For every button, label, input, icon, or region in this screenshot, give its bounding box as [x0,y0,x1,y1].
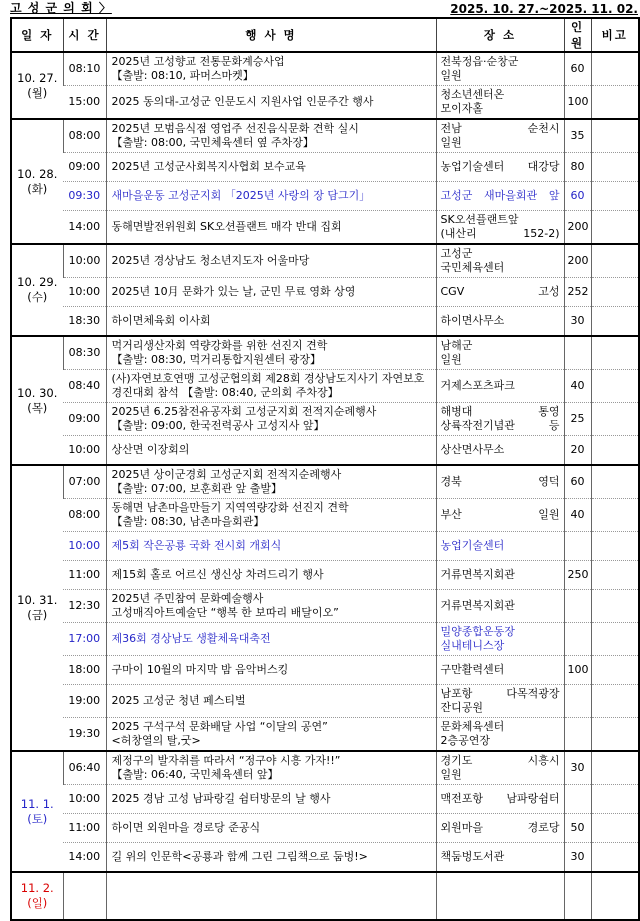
place-cell [436,182,564,211]
time-cell: 14:00 [63,843,106,873]
count-cell [564,623,591,656]
place-cell [436,785,564,814]
date-label: 10. 31. [17,593,58,607]
schedule-row [11,436,639,466]
date-cell [11,52,63,119]
event-line: 2025년 6.25참전유공자회 고성군지회 전적지순례행사 [111,405,377,418]
count-cell: 252 [564,278,591,307]
event-cell [106,403,436,436]
schedule-row [11,52,639,86]
event-cell [106,623,436,656]
note-cell [591,307,639,337]
time-cell: 07:00 [63,465,106,499]
place-line: 맥전포항 남파랑쉼터 [440,792,560,805]
time-cell: 12:30 [63,590,106,623]
place-line: 남해군 [440,339,473,352]
schedule-row [11,561,639,590]
event-line: 2025 구석구석 문화배달 사업 “이달의 공연” [111,720,328,733]
event-cell [106,307,436,337]
event-line: 제정구의 발자취를 따라서 “정구야 시흥 가자!!” [111,754,341,767]
note-cell [591,52,639,86]
place-line: 하이면사무소 [440,314,505,327]
event-line: 【출발: 07:00, 보훈회관 앞 출발】 [111,482,283,495]
count-cell: 80 [564,153,591,182]
count-cell: 60 [564,465,591,499]
event-cell [106,685,436,718]
event-line: 【출발: 08:30, 남촌마을회관】 [111,515,265,528]
place-line: 경기도 시흥시 [440,754,560,767]
header-event: 행 사 명 [106,18,436,52]
note-cell [591,370,639,403]
place-cell [436,244,564,278]
date-cell [11,244,63,336]
place-cell [436,843,564,873]
count-cell [564,872,591,920]
place-line: 잔디공원 [440,701,484,714]
note-cell [591,499,639,532]
place-line: 청소년센터온 [440,88,505,101]
schedule-row [11,211,639,245]
event-cell [106,656,436,685]
event-cell [106,153,436,182]
event-cell [106,465,436,499]
event-line: 【출발: 06:40, 국민체육센터 앞】 [111,768,279,781]
count-cell: 60 [564,182,591,211]
event-line: 동해면발전위원회 SK오션플랜트 매각 반대 집회 [111,220,342,233]
event-line: (사)자연보호연맹 고성군협의회 제28회 경상남도지사기 자연보호 경진대회 참석 【출발: 08:40, 군의회 주차장】 [111,372,425,399]
schedule-row [11,751,639,785]
count-cell: 20 [564,436,591,466]
time-cell: 11:00 [63,561,106,590]
note-cell [591,278,639,307]
place-line: SK오션플랜트앞 [440,213,519,226]
event-cell [106,436,436,466]
event-cell [106,182,436,211]
time-cell: 10:00 [63,278,106,307]
event-cell [106,52,436,86]
event-line: 길 위의 인문학<공룡과 함께 그린 그림책으로 둠벙!> [111,850,368,863]
time-cell: 09:30 [63,182,106,211]
header-time: 시 간 [63,18,106,52]
time-cell: 19:00 [63,685,106,718]
count-cell: 40 [564,370,591,403]
place-line: 일원 [440,136,462,149]
place-line: 밀양종합운동장 [440,625,515,638]
note-cell [591,244,639,278]
schedule-table [10,17,640,921]
schedule-row [11,244,639,278]
place-line: 상산면사무소 [440,443,505,456]
event-cell [106,785,436,814]
schedule-row [11,872,639,920]
schedule-row [11,86,639,120]
event-line: 구마이 10월의 마지막 밤 음악버스킹 [111,663,289,676]
place-cell [436,718,564,752]
count-cell: 200 [564,211,591,245]
note-cell [591,751,639,785]
event-cell [106,872,436,920]
place-line: (내산리 152-2) [440,227,560,240]
time-cell: 08:40 [63,370,106,403]
table-header [11,18,639,52]
note-cell [591,436,639,466]
event-cell [106,590,436,623]
date-label: 11. 2. [20,881,54,895]
place-cell [436,465,564,499]
council-title: 고 성 군 의 회 〉 [10,1,112,15]
schedule-row [11,814,639,843]
count-cell: 200 [564,244,591,278]
date-cell [11,119,63,244]
date-label: 11. 1. [20,796,54,811]
note-cell [591,623,639,656]
event-line: 2025 고성군 청년 페스티벌 [111,694,246,707]
place-line: 일원 [440,69,462,82]
count-cell [564,532,591,561]
count-cell: 250 [564,561,591,590]
note-cell [591,561,639,590]
event-line: 【출발: 08:10, 파머스마켓】 [111,69,254,82]
time-cell: 10:00 [63,244,106,278]
header-count: 인원 [564,18,591,52]
note-cell [591,465,639,499]
header-note: 비고 [591,18,639,52]
event-line: 2025년 모범음식점 영업주 선진음식문화 견학 실시 [111,122,359,135]
place-line: 국민체육센터 [440,261,505,274]
place-line: 상륙작전기념관 등 [440,419,560,432]
place-cell [436,590,564,623]
event-line: 2025년 상이군경회 고성군지회 전적지순례행사 [111,468,342,481]
weekday-label: (수) [27,290,48,304]
count-cell: 30 [564,751,591,785]
time-cell: 17:00 [63,623,106,656]
event-cell [106,119,436,153]
note-cell [591,403,639,436]
event-line: 【출발: 08:30, 먹거리통합지원센터 광장】 [111,353,322,366]
place-cell [436,336,564,370]
count-cell [564,685,591,718]
document-header [10,2,638,16]
header-place: 장 소 [436,18,564,52]
weekday-label: (목) [27,400,48,415]
schedule-row [11,590,639,623]
time-cell: 18:00 [63,656,106,685]
event-line: 2025 동의대-고성군 인문도시 지원사업 인문주간 행사 [111,95,374,108]
place-cell [436,751,564,785]
weekday-label: (화) [27,181,48,196]
schedule-row [11,718,639,752]
note-cell [591,814,639,843]
count-cell: 100 [564,86,591,120]
event-line: 고성매직아트예술단 “행복 한 보따리 배달이오” [111,606,339,619]
date-cell [11,465,63,751]
event-line: 하이면체육회 이사회 [111,314,211,327]
schedule-row [11,685,639,718]
place-line: 전북정읍·순창군 [440,55,519,68]
schedule-row [11,370,639,403]
count-cell: 50 [564,814,591,843]
event-line: <허창열의 탈,굿> [111,734,201,747]
time-cell: 10:00 [63,785,106,814]
place-cell [436,656,564,685]
place-cell [436,436,564,466]
place-line: 모이자홀 [440,102,484,115]
time-cell: 09:00 [63,403,106,436]
place-cell [436,499,564,532]
count-cell: 25 [564,403,591,436]
event-line: 새마을운동 고성군지회 「2025년 사랑의 장 담그기」 [111,189,371,202]
place-line: 일원 [440,353,462,366]
schedule-row [11,785,639,814]
time-cell: 19:30 [63,718,106,752]
place-cell [436,153,564,182]
event-cell [106,211,436,245]
place-line: 거류면복지회관 [440,568,515,581]
note-cell [591,532,639,561]
schedule-row [11,532,639,561]
place-line: 문화체육센터 [440,720,505,733]
place-line: 외원마을 경로당 [440,821,560,834]
place-line: 부산 일원 [440,508,560,521]
note-cell [591,685,639,718]
place-line: 구만활력센터 [440,663,505,676]
time-cell: 15:00 [63,86,106,120]
schedule-row [11,153,639,182]
place-line: 전남 순천시 [440,122,560,135]
date-label: 10. 27. [17,70,58,85]
place-cell [436,685,564,718]
event-cell [106,751,436,785]
count-cell: 40 [564,499,591,532]
time-cell: 06:40 [63,751,106,785]
place-cell [436,532,564,561]
time-cell: 11:00 [63,814,106,843]
place-line: 농업기술센터 [440,539,505,552]
place-cell [436,872,564,920]
event-cell [106,244,436,278]
event-line: 2025년 경상남도 청소년지도자 어울마당 [111,254,310,267]
schedule-row [11,278,639,307]
event-line: 제15회 홀로 어르신 생신상 차려드리기 행사 [111,568,324,581]
count-cell [564,590,591,623]
event-cell [106,278,436,307]
event-line: 동해면 남촌마을만들기 지역역량강화 선진지 견학 [111,501,349,514]
place-cell [436,814,564,843]
note-cell [591,182,639,211]
note-cell [591,656,639,685]
event-line: 하이면 외원마을 경로당 준공식 [111,821,261,834]
place-line: 일원 [440,768,462,781]
place-line: 고성군 [440,247,473,260]
event-cell [106,532,436,561]
place-line: CGV 고성 [440,285,560,298]
count-cell [564,785,591,814]
table-body [11,52,639,920]
weekday-label: (일) [27,896,48,910]
event-line: 【출발: 09:00, 한국전력공사 고성지사 앞】 [111,419,325,432]
place-cell [436,52,564,86]
time-cell [63,872,106,920]
place-cell [436,211,564,245]
count-cell [564,336,591,370]
note-cell [591,872,639,920]
date-label: 10. 28. [17,166,58,181]
schedule-row [11,307,639,337]
note-cell [591,86,639,120]
event-line: 2025년 고성군사회복지사협회 보수교육 [111,160,306,173]
count-cell [564,718,591,752]
weekday-label: (토) [27,811,48,826]
schedule-row [11,656,639,685]
date-cell [11,872,63,920]
event-line: 제5회 작은공룡 국화 전시회 개회식 [111,539,282,552]
place-line: 거제스포츠파크 [440,379,515,392]
event-line: 2025년 고성향교 전통문화계승사업 [111,55,285,68]
place-cell [436,403,564,436]
time-cell: 09:00 [63,153,106,182]
date-cell [11,751,63,872]
event-line: 2025 경남 고성 남파랑길 쉼터방문의 날 행사 [111,792,331,805]
schedule-row [11,623,639,656]
note-cell [591,785,639,814]
place-line: 고성군 새마을회관 앞 [440,189,560,202]
event-cell [106,814,436,843]
place-line: 해병대 통영 [440,405,560,418]
note-cell [591,119,639,153]
time-cell: 18:30 [63,307,106,337]
schedule-row [11,499,639,532]
count-cell: 30 [564,307,591,337]
schedule-row [11,182,639,211]
event-cell [106,718,436,752]
event-cell [106,336,436,370]
note-cell [591,336,639,370]
date-cell [11,336,63,465]
time-cell: 08:00 [63,499,106,532]
count-cell: 60 [564,52,591,86]
place-line: 남포항 다목적광장 [440,687,560,700]
place-cell [436,561,564,590]
note-cell [591,211,639,245]
event-cell [106,370,436,403]
event-cell [106,561,436,590]
place-cell [436,278,564,307]
event-line: 2025년 10月 문화가 있는 날, 군민 무료 영화 상영 [111,285,356,298]
date-range: 2025. 10. 27.~2025. 11. 02. [450,2,638,16]
time-cell: 08:10 [63,52,106,86]
place-cell [436,623,564,656]
event-cell [106,86,436,120]
event-cell [106,499,436,532]
time-cell: 08:00 [63,119,106,153]
time-cell: 14:00 [63,211,106,245]
place-line: 2층공연장 [440,734,491,747]
place-line: 경북 영덕 [440,475,560,488]
place-line: 책둠벙도서관 [440,850,505,863]
place-cell [436,86,564,120]
note-cell [591,153,639,182]
event-cell [106,843,436,873]
header-date: 일 자 [11,18,63,52]
place-line: 농업기술센터 대강당 [440,160,560,173]
event-line: 제36회 경상남도 생활체육대축전 [111,632,271,645]
time-cell: 10:00 [63,436,106,466]
event-line: 2025년 주민참여 문화예술행사 [111,592,264,605]
count-cell: 30 [564,843,591,873]
note-cell [591,590,639,623]
date-label: 10. 29. [17,275,58,289]
weekday-label: (금) [27,608,48,622]
event-line: 먹거리생산자회 역량강화를 위한 선진지 견학 [111,339,328,352]
place-cell [436,119,564,153]
schedule-row [11,465,639,499]
weekday-label: (월) [27,85,48,100]
event-line: 【출발: 08:00, 국민체육센터 옆 주차장】 [111,136,314,149]
schedule-row [11,403,639,436]
note-cell [591,843,639,873]
schedule-row [11,843,639,873]
time-cell: 10:00 [63,532,106,561]
place-line: 실내테니스장 [440,639,505,652]
header-row [11,18,639,52]
time-cell: 08:30 [63,336,106,370]
place-line: 거류면복지회관 [440,599,515,612]
date-label: 10. 30. [17,385,58,400]
count-cell: 35 [564,119,591,153]
schedule-row [11,336,639,370]
place-cell [436,370,564,403]
event-line: 상산면 이장회의 [111,443,190,456]
note-cell [591,718,639,752]
count-cell: 100 [564,656,591,685]
place-cell [436,307,564,337]
schedule-row [11,119,639,153]
